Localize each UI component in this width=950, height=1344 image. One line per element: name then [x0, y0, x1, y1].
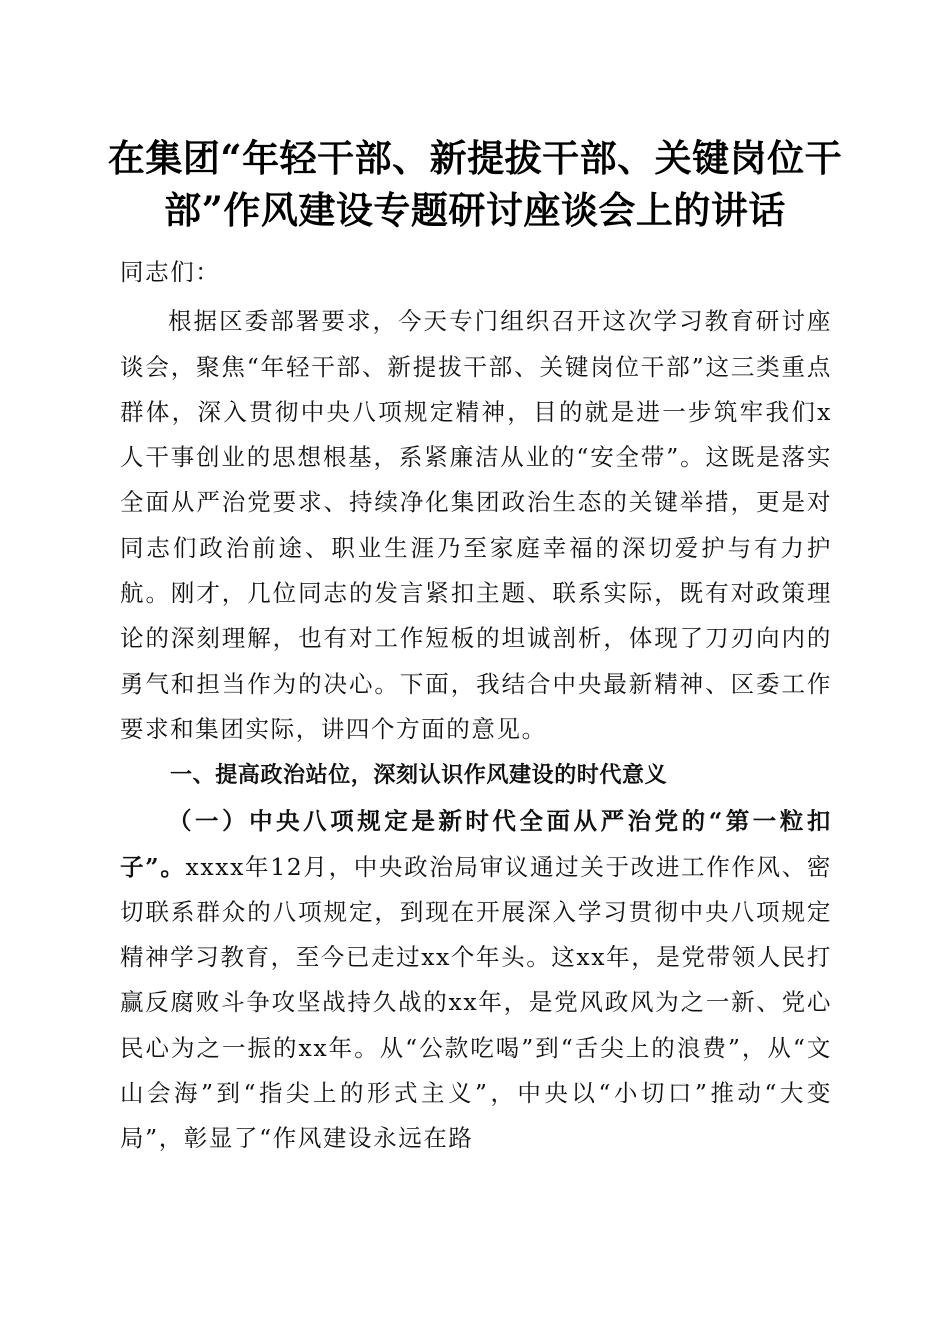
- document-title: [100, 132, 850, 236]
- subsection-heading-1: （一）中央八项规定是新时代全面从严治党的“第一粒扣子”。: [120, 807, 832, 881]
- document-body: [120, 250, 832, 1162]
- subsection-paragraph-1: [120, 799, 832, 1161]
- subsection-body-1: xxxx年12月，中央政治局审议通过关于改进工作作风、密切联系群众的八项规定，到现在开展深入学习贯彻中央八项规定精神学习教育，至今已走过xx个年头。这xx年，是党带领人民打赢反腐败斗争攻坚战持久战的xx年，是党风政风为之一新、党心民心为之一振的xx年。从“公款吃喝”到“舌尖上的浪费”，从“文山会海”到“指尖上的形式主义”，中央以“小切口”推动“大变局”，彰显了“作风建设永远在路: [120, 852, 833, 1153]
- title-line-2: 部”作风建设专题研讨座谈会上的讲话: [164, 188, 786, 232]
- section-heading-1: 一、提高政治站位，深刻认识作风建设的时代意义: [170, 763, 668, 789]
- intro-paragraph: 根据区委部署要求，今天专门组织召开这次学习教育研讨座谈会，聚焦“年轻干部、新提拔干部、关键岗位干部”这三类重点群体，深入贯彻中央八项规定精神，目的就是进一步筑牢我们x人干事创业的思想根基，系紧廉洁从业的“安全带”。这既是落实全面从严治党要求、持续净化集团政治生态的关键举措，更是对同志们政治前途、职业生涯乃至家庭幸福的深切爱护与有力护航。刚才，几位同志的发言紧扣主题、联系实际，既有对政策理论的深刻理解，也有对工作短板的坦诚剖析，体现了刀刃向内的勇气和担当作为的决心。下面，我结合中央最新精神、区委工作要求和集团实际，讲四个方面的意见。: [120, 307, 832, 743]
- title-line-1: 在集团“年轻干部、新提拔干部、关键岗位干: [107, 136, 843, 180]
- greeting: 同志们：: [120, 258, 221, 286]
